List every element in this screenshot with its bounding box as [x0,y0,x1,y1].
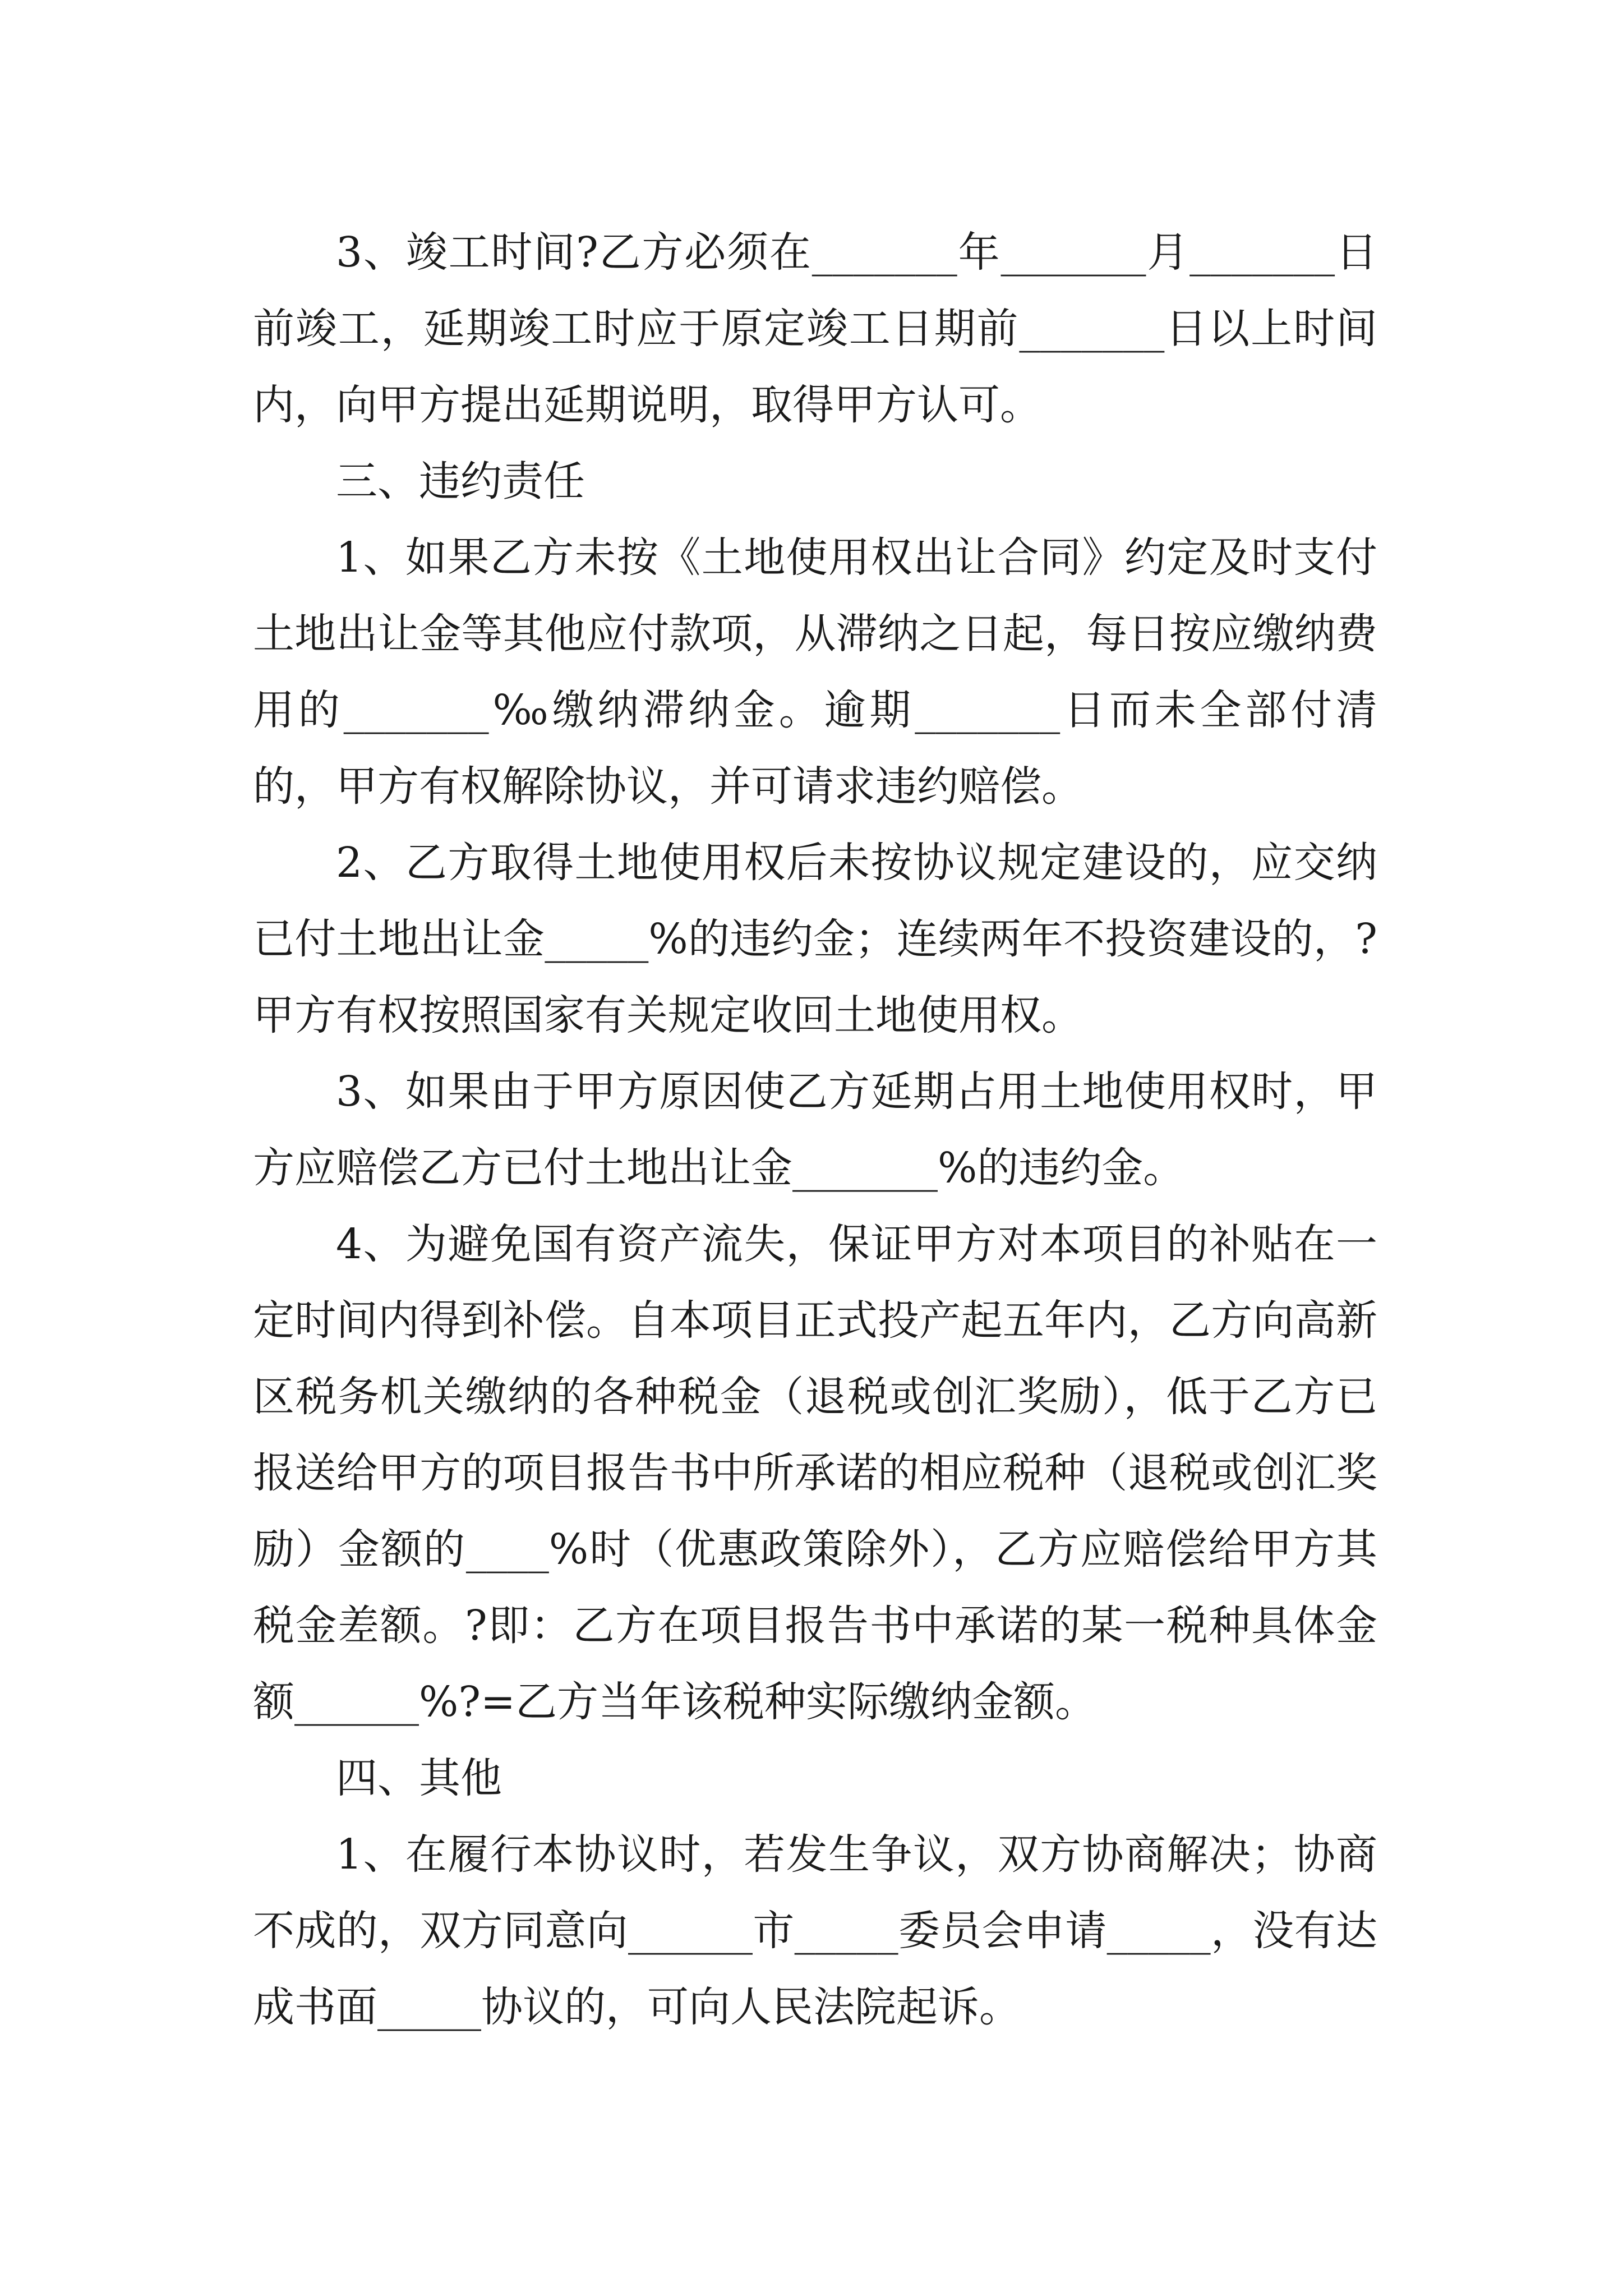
paragraph-late-payment: 1、如果乙方未按《土地使用权出让合同》约定及时支付土地出让金等其他应付款项，从滞纳之日起，每日按应缴纳费用的_______‰缴纳滞纳金。逾期_______日而未全部付清的，甲方有权解除协议，并可请求违约赔偿。 [253,533,1377,811]
document-body [253,214,1377,2045]
paragraph-tax-compensation: 4、为避免国有资产流失，保证甲方对本项目的补贴在一定时间内得到补偿。自本项目正式投产起五年内，乙方向高新区税务机关缴纳的各种税金（退税或创汇奖励），低于乙方已报送给甲方的项目报告书中所承诺的相应税种（退税或创汇奖励）金额的____%时（优惠政策除外），乙方应赔偿给甲方其税金差额。?即：乙方在项目报告书中承诺的某一税种具体金额______%?=乙方当年该税种实际缴纳金额。 [253,1220,1377,1726]
section-heading-other: 四、其他 [336,1754,502,1802]
paragraph-party-a-delay: 3、如果由于甲方原因使乙方延期占用土地使用权时，甲方应赔偿乙方已付土地出让金_______%的违约金。 [253,1068,1377,1192]
paragraph-dispute-resolution: 1、在履行本协议时，若发生争议，双方协商解决；协商不成的，双方同意向______市_____委员会申请_____，没有达成书面_____协议的，可向人民法院起诉。 [253,1830,1377,2031]
paragraph-completion-time: 3、竣工时间?乙方必须在_______年_______月_______日前竣工，延期竣工时应于原定竣工日期前_______日以上时间内，向甲方提出延期说明，取得甲方认可。 [253,228,1377,429]
section-heading-breach-liability: 三、违约责任 [336,457,585,505]
paragraph-construction-default: 2、乙方取得土地使用权后未按协议规定建设的，应交纳已付土地出让金_____%的违约金；连续两年不投资建设的，?甲方有权按照国家有关规定收回土地使用权。 [253,839,1377,1039]
